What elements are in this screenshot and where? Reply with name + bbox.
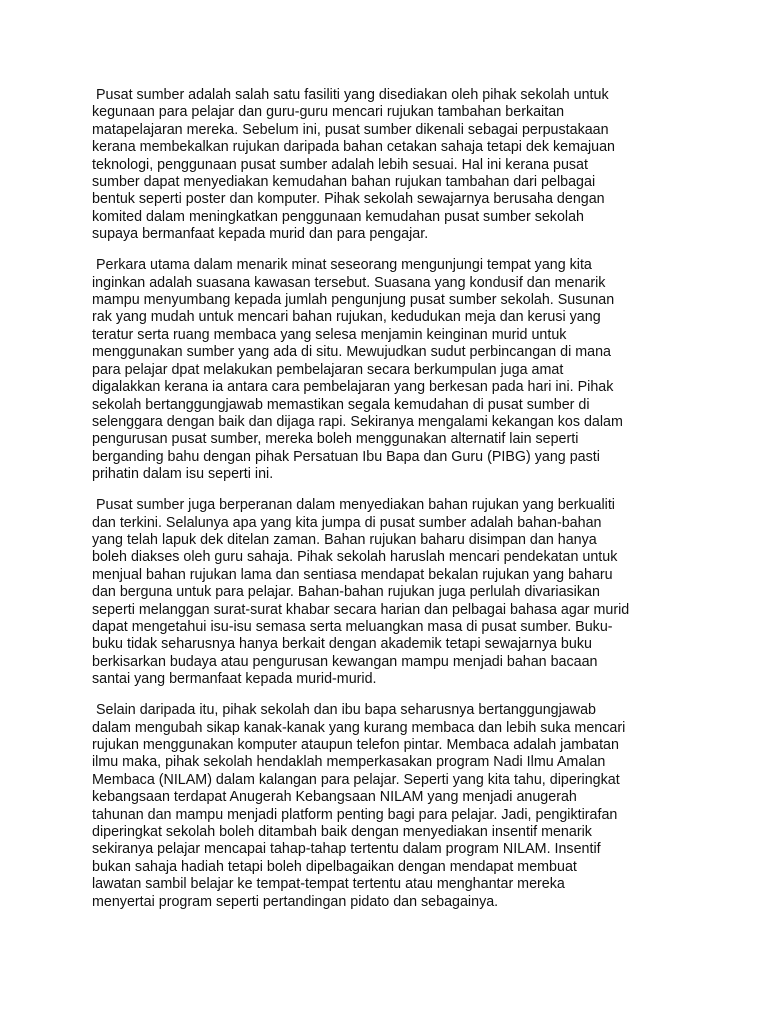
paragraph-4: Selain daripada itu, pihak sekolah dan ibu bapa seharusnya bertanggungjawab dalam mengubah sikap kanak-kanak yang kurang membaca dan lebih suka mencari rujukan menggunakan komputer ataupun telefon pintar. Membaca adalah jambatan ilmu maka, pihak sekolah hendaklah memperkasakan program Nadi Ilmu Amalan Membaca (NILAM) dalam kalangan para pelajar. Seperti yang kita tahu, diperingkat kebangsaan terdapat Anugerah Kebangsaan NILAM yang menjadi anugerah tahunan dan mampu menjadi platform penting bagi para pelajar. Jadi, pengiktirafan diperingkat sekolah boleh ditambah baik dengan menyediakan insentif menarik sekiranya pelajar mencapai tahap-tahap tertentu dalam program NILAM. Insentif bukan sahaja hadiah tetapi boleh dipelbagaikan dengan mendapat membuat lawatan sambil belajar ke tempat-tempat tertentu atau menghantar mereka menyertai program seperti pertandingan pidato dan sebagainya. — [92, 702, 626, 910]
paragraph-2: Perkara utama dalam menarik minat seseorang mengunjungi tempat yang kita inginkan adalah suasana kawasan tersebut. Suasana yang kondusif dan menarik mampu menyumbang kepada jumlah pengunjung pusat sumber sekolah. Susunan rak yang mudah untuk mencari bahan rujukan, kedudukan meja dan kerusi yang teratur serta ruang membaca yang selesa menjamin keinginan murid untuk menggunakan sumber yang ada di situ. Mewujudkan sudut perbincangan di mana para pelajar dpat melakukan pembelajaran secara berkumpulan juga amat digalakkan kerana ia antara cara pembelajaran yang berkesan pada hari ini. Pihak sekolah bertanggungjawab memastikan segala kemudahan di pusat sumber di selenggara dengan baik dan dijaga rapi. Sekiranya mengalami kekangan kos dalam pengurusan pusat sumber, mereka boleh menggunakan alternatif lain seperti berganding bahu dengan pihak Persatuan Ibu Bapa dan Guru (PIBG) yang pasti prihatin dalam isu seperti ini. — [92, 257, 623, 483]
paragraph-1: Pusat sumber adalah salah satu fasiliti yang disediakan oleh pihak sekolah untuk kegunaan para pelajar dan guru-guru mencari rujukan tambahan berkaitan matapelajaran mereka. Sebelum ini, pusat sumber dikenali sebagai perpustakaan kerana membekalkan rujukan daripada bahan cetakan sahaja tetapi dek kemajuan teknologi, penggunaan pusat sumber adalah lebih sesuai. Hal ini kerana pusat sumber dapat menyediakan kemudahan bahan rujukan tambahan dari pelbagai bentuk seperti poster dan komputer. Pihak sekolah sewajarnya berusaha dengan komited dalam meningkatkan penggunaan kemudahan pusat sumber sekolah supaya bermanfaat kepada murid dan para pengajar. — [92, 87, 615, 243]
document-body — [92, 87, 684, 925]
paragraph-3: Pusat sumber juga berperanan dalam menyediakan bahan rujukan yang berkualiti dan terkini. Selalunya apa yang kita jumpa di pusat sumber adalah bahan-bahan yang telah lapuk dek ditelan zaman. Bahan rujukan baharu disimpan dan hanya boleh diakses oleh guru sahaja. Pihak sekolah haruslah mencari pendekatan untuk menjual bahan rujukan lama dan sentiasa mendapat bekalan rujukan yang baharu dan berguna untuk para pelajar. Bahan-bahan rujukan juga perlulah divariasikan seperti melanggan surat-surat khabar secara harian dan pelbagai bahasa agar murid dapat mengetahui isu-isu semasa serta meluangkan masa di pusat sumber. Buku- buku tidak seharusnya hanya berkait dengan akademik tetapi sewajarnya buku berkisarkan budaya atau pengurusan kewangan mampu menjadi bahan bacaan santai yang bermanfaat kepada murid-murid. — [92, 497, 630, 688]
